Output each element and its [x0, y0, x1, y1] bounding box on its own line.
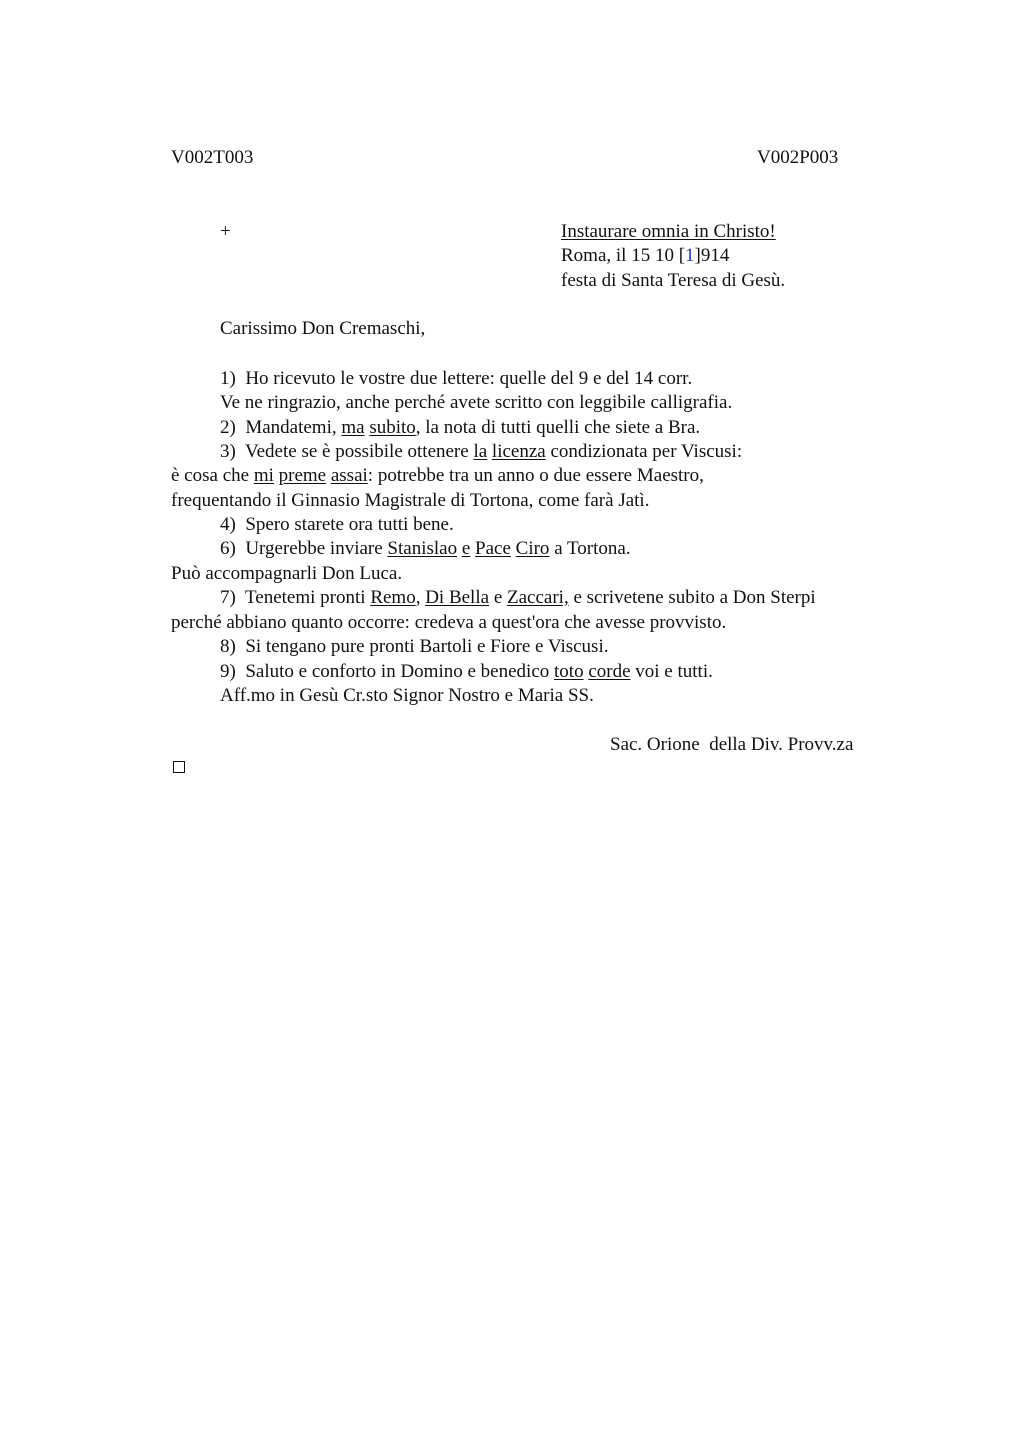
header-right-code: V002P003: [757, 147, 839, 168]
underlined-word: preme: [278, 465, 327, 486]
salutation: Carissimo Don Cremaschi,: [220, 318, 426, 339]
text-run: : potrebbe tra un anno o due essere Maestro,: [367, 465, 704, 486]
text-run: Mandatemi,: [245, 417, 342, 438]
item-number: 7): [220, 587, 236, 608]
paragraph-8: [220, 635, 608, 659]
underlined-word: subito: [369, 417, 416, 438]
paragraph-7: [220, 586, 816, 610]
underlined-word: la: [473, 441, 488, 462]
underlined-word: toto: [554, 661, 584, 682]
text-run: e scrivetene subito a Don Sterpi: [568, 587, 816, 608]
paragraph-7-cont: perché abbiano quanto occorre: credeva a quest'ora che avesse provvisto.: [171, 612, 727, 633]
item-text: Spero starete ora tutti bene.: [245, 514, 454, 535]
paragraph-9: [220, 660, 713, 684]
text-run: ,: [415, 587, 426, 608]
paragraph-3-cont: [171, 464, 704, 488]
text-run: Urgerebbe inviare: [245, 538, 388, 559]
item-number: 1): [220, 368, 236, 389]
underlined-word: assai: [330, 465, 368, 486]
paragraph-2: [220, 416, 700, 440]
text-run: Tenetemi pronti: [245, 587, 371, 608]
item-number: 8): [220, 636, 236, 657]
underlined-word: ma: [341, 417, 365, 438]
paragraph-3: [220, 440, 742, 464]
text-run: Saluto e conforto in Domino e benedico: [245, 661, 555, 682]
text-run: Vedete se è possibile ottenere: [245, 441, 474, 462]
item-number: 2): [220, 417, 236, 438]
motto: Instaurare omnia in Christo!: [561, 221, 776, 242]
closing-line: Aff.mo in Gesù Cr.sto Signor Nostro e Maria SS.: [220, 685, 594, 706]
underlined-word: Zaccari,: [507, 587, 569, 608]
paragraph-1: [220, 367, 692, 391]
feast-line: festa di Santa Teresa di Gesù.: [561, 270, 786, 291]
item-text: Si tengano pure pronti Bartoli e Fiore e Viscusi.: [245, 636, 609, 657]
item-number: 6): [220, 538, 236, 559]
underlined-word: corde: [588, 661, 631, 682]
paragraph-6-cont: Può accompagnarli Don Luca.: [171, 563, 403, 584]
dateline-suffix: ]914: [694, 245, 730, 266]
item-text: Ho ricevuto le vostre due lettere: quelle del 9 e del 14 corr.: [245, 368, 693, 389]
dateline: [561, 244, 729, 268]
underlined-word: Remo: [370, 587, 416, 608]
header-left-code: V002T003: [171, 147, 254, 168]
dateline-prefix: Roma, il 15 10 [: [561, 245, 686, 266]
paragraph-3-cont-2: frequentando il Ginnasio Magistrale di Tortona, come farà Jatì.: [171, 490, 650, 511]
text-run: voi e tutti.: [630, 661, 713, 682]
underlined-word: Stanislao: [387, 538, 458, 559]
underlined-word: Di Bella: [425, 587, 490, 608]
cross-symbol: +: [220, 221, 231, 242]
item-number: 9): [220, 661, 236, 682]
item-number: 3): [220, 441, 236, 462]
text-run: a Tortona.: [549, 538, 631, 559]
dateline-bracket-digit: 1: [685, 245, 695, 266]
paragraph-4: [220, 513, 454, 537]
item-number: 4): [220, 514, 236, 535]
text-run: e: [489, 587, 507, 608]
underlined-word: e: [461, 538, 471, 559]
signature: Sac. Orione della Div. Provv.za: [610, 734, 854, 755]
text-run: , la nota di tutti quelli che siete a Bra.: [415, 417, 701, 438]
paragraph-6: [220, 537, 631, 561]
text-run: è cosa che: [171, 465, 254, 486]
paragraph-1-cont: Ve ne ringrazio, anche perché avete scritto con leggibile calligrafia.: [220, 392, 733, 413]
end-marker-square: [173, 761, 185, 773]
underlined-word: Pace: [475, 538, 511, 559]
underlined-word: mi: [253, 465, 274, 486]
underlined-word: licenza: [491, 441, 546, 462]
underlined-word: Ciro: [515, 538, 550, 559]
text-run: condizionata per Viscusi:: [545, 441, 743, 462]
